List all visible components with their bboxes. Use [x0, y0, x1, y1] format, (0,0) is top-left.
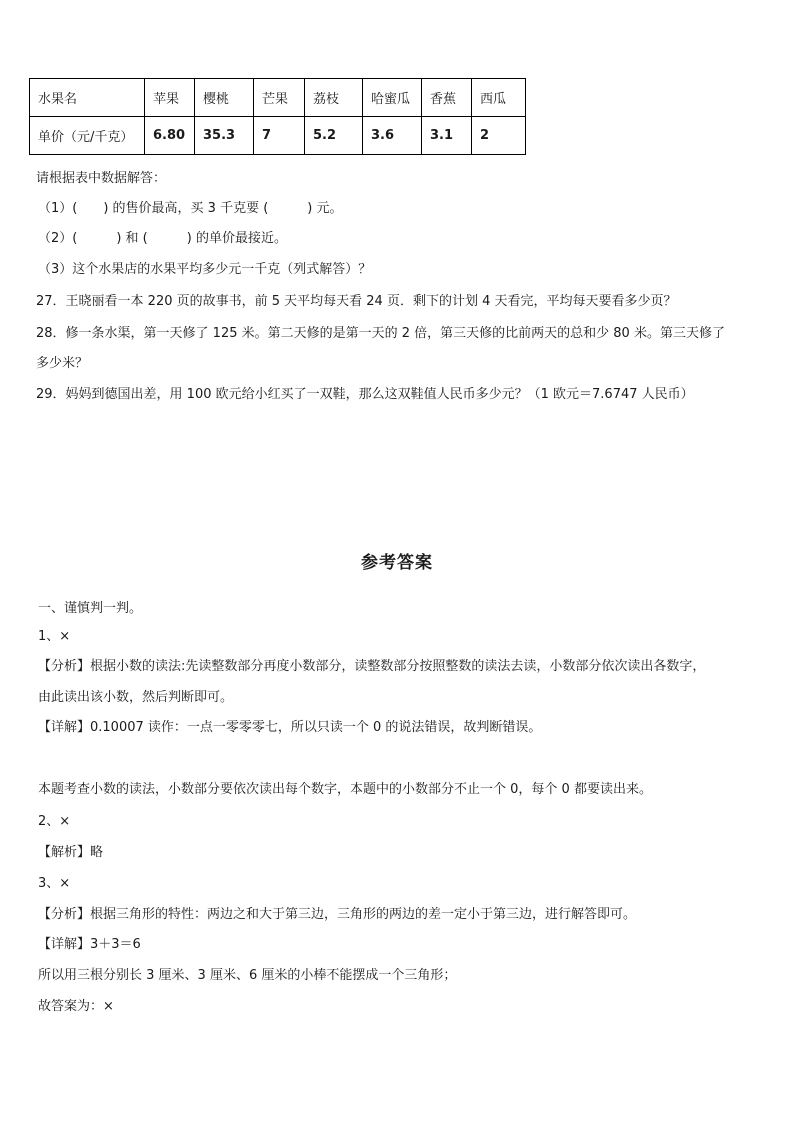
table-cell: 苹果 — [145, 79, 195, 117]
table-header-row — [30, 79, 526, 117]
table-cell: 35.3 — [195, 117, 254, 155]
answer-1-analysis-continued: 由此读出该小数，然后判断即可。 — [38, 690, 234, 705]
table-cell: 2 — [472, 117, 526, 155]
question-28-continued: 多少米？ — [36, 356, 89, 371]
table-cell: 3.1 — [422, 117, 472, 155]
answer-1-note: 本题考查小数的读法，小数部分要依次读出每个数字，本题中的小数部分不止一个 0，每个 0 都要读出来。 — [38, 782, 652, 797]
table-cell: 西瓜 — [472, 79, 526, 117]
answer-1: 1、× — [38, 629, 71, 644]
sub-question-2: （2）( ) 和 ( ) 的单价最接近。 — [38, 231, 287, 246]
answer-3-line-2: 所以用三根分别长 3 厘米、3 厘米、6 厘米的小棒不能摆成一个三角形； — [38, 968, 457, 983]
answer-3-analysis: 【分析】根据三角形的特性：两边之和大于第三边，三角形的两边的差一定小于第三边，进行解答即可。 — [38, 907, 637, 922]
question-28: 28．修一条水渠，第一天修了 125 米。第二天修的是第一天的 2 倍，第三天修的比前两天的总和少 80 米。第三天修了 — [36, 326, 725, 341]
table-cell: 荔枝 — [305, 79, 363, 117]
table-cell: 6.80 — [145, 117, 195, 155]
table-cell: 樱桃 — [195, 79, 254, 117]
answer-2: 2、× — [38, 814, 71, 829]
table-cell: 单价（元/千克） — [30, 117, 145, 155]
answer-1-detail: 【详解】0.10007 读作：一点一零零零七，所以只读一个 0 的说法错误，故判断错误。 — [38, 720, 542, 735]
table-cell: 芒果 — [254, 79, 305, 117]
answer-3-line-3: 故答案为：× — [38, 999, 114, 1014]
answer-1-analysis: 【分析】根据小数的读法:先读整数部分再度小数部分，读整数部分按照整数的读法去读，小数部分依次读出各数字， — [38, 659, 706, 674]
sub-question-3: （3）这个水果店的水果平均多少元一千克（列式解答）？ — [38, 262, 372, 277]
answers-title: 参考答案 — [361, 553, 433, 573]
table-cell: 水果名 — [30, 79, 145, 117]
question-29: 29．妈妈到德国出差，用 100 欧元给小红买了一双鞋，那么这双鞋值人民币多少元？（1 欧元＝7.6747 人民币） — [36, 387, 694, 402]
table-value-row — [30, 117, 526, 155]
instruction-text: 请根据表中数据解答： — [36, 171, 167, 186]
table-cell: 3.6 — [363, 117, 422, 155]
table-cell: 7 — [254, 117, 305, 155]
fruit-price-table — [29, 78, 526, 155]
answer-3-detail: 【详解】3＋3＝6 — [38, 937, 141, 952]
sub-question-1: （1）( ) 的售价最高，买 3 千克要 ( ) 元。 — [38, 201, 343, 216]
table-cell: 5.2 — [305, 117, 363, 155]
table-cell: 香蕉 — [422, 79, 472, 117]
question-27: 27．王晓丽看一本 220 页的故事书，前 5 天平均每天看 24 页．剩下的计划 4 天看完，平均每天要看多少页？ — [36, 294, 677, 309]
table-cell: 哈蜜瓜 — [363, 79, 422, 117]
section-heading: 一、谨慎判一判。 — [38, 601, 143, 616]
answer-2-analysis: 【解析】略 — [38, 845, 104, 860]
answer-3: 3、× — [38, 876, 71, 891]
